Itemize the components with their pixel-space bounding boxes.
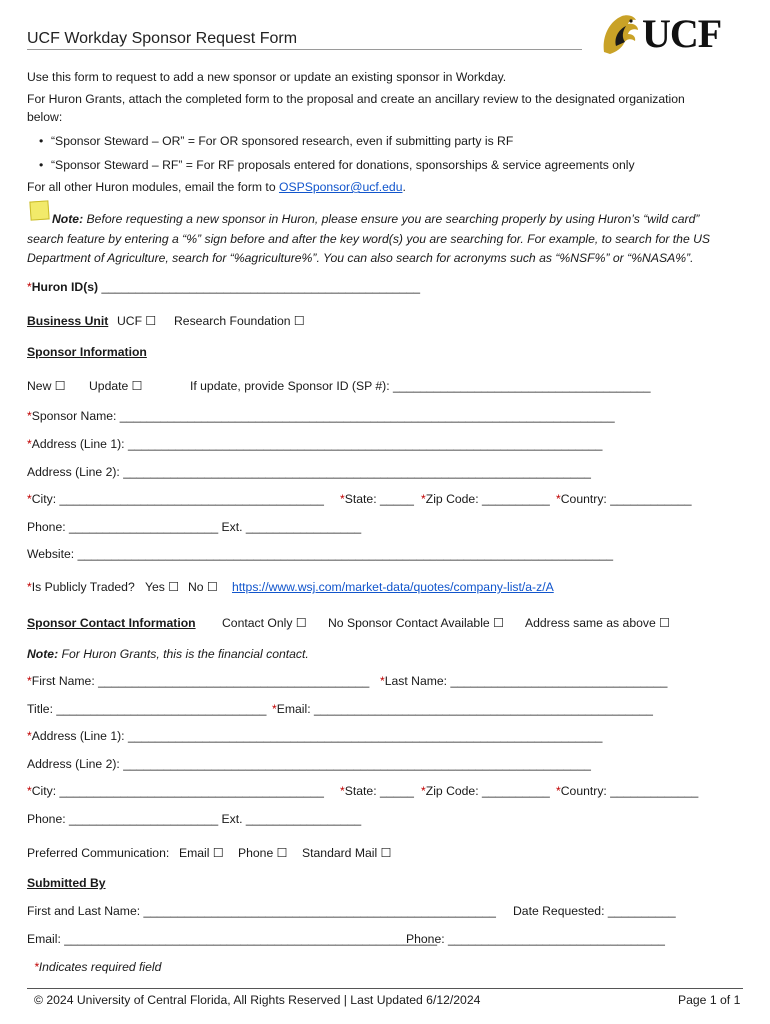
preferred-comm-label: Preferred Communication: [27, 846, 170, 860]
note-line-1: Note: Before requesting a new sponsor in Huron, please ensure you are searching properly by using Huron’s “wild card” [52, 212, 700, 226]
sponsor-address-2-field[interactable]: Address (Line 2): _____________________________________________________________________ [27, 465, 591, 479]
intro-line-3: below: [27, 110, 63, 124]
contact-phone-field[interactable]: Phone: ______________________ Ext. _________________ [27, 812, 362, 826]
submitter-email-field[interactable]: Email: _______________________________________________________ [27, 932, 438, 946]
osp-email-link[interactable]: OSPSponsor@ucf.edu [278, 180, 403, 194]
address-same-checkbox[interactable]: Address same as above ☐ [525, 616, 671, 630]
footer-page-number: Page 1 of 1 [678, 993, 741, 1007]
submitted-by-heading: Submitted By [27, 876, 106, 890]
sticky-note-icon [29, 200, 49, 220]
sponsor-name-field[interactable]: *Sponsor Name: _________________________________________________________________________ [27, 409, 615, 423]
sponsor-state-field[interactable]: *State: _____ [340, 492, 414, 506]
sponsor-phone-field[interactable]: Phone: ______________________ Ext. _________________ [27, 520, 362, 534]
required-field-note: *Indicates required field [34, 960, 162, 974]
contact-info-heading: Sponsor Contact Information [27, 616, 196, 630]
email-instruction: For all other Huron modules, email the form to OSPSponsor@ucf.edu. [27, 180, 406, 194]
contact-state-field[interactable]: *State: _____ [340, 784, 414, 798]
no-contact-checkbox[interactable]: No Sponsor Contact Available ☐ [328, 616, 505, 630]
contact-note: Note: For Huron Grants, this is the financial contact. [27, 647, 309, 661]
sponsor-address-1-field[interactable]: *Address (Line 1): ______________________________________________________________________ [27, 437, 603, 451]
submitter-name-field[interactable]: First and Last Name: ____________________________________________________ [27, 904, 496, 918]
date-requested-field[interactable]: Date Requested: __________ [513, 904, 676, 918]
sponsor-new-checkbox[interactable]: New ☐ [27, 379, 66, 393]
contact-city-field[interactable]: *City: _______________________________________ [27, 784, 324, 798]
contact-address-2-field[interactable]: Address (Line 2): _____________________________________________________________________ [27, 757, 591, 771]
business-unit-rf-checkbox[interactable]: Research Foundation ☐ [174, 314, 305, 328]
footer-copyright: © 2024 University of Central Florida, All Rights Reserved | Last Updated 6/12/2024 [34, 993, 481, 1007]
business-unit-label: Business Unit [27, 314, 109, 328]
note-line-3: Department of Agriculture, search for “%agriculture%”. You can also search for acronyms such as “%NSF%” or “%NASA%”. [27, 251, 694, 265]
business-unit-ucf-checkbox[interactable]: UCF ☐ [117, 314, 157, 328]
submitter-phone-field[interactable]: Phone: ________________________________ [406, 932, 665, 946]
footer-divider [27, 988, 743, 989]
bullet-rf-steward: • “Sponsor Steward – RF” = For RF proposals entered for donations, sponsorships & service agreements only [51, 158, 635, 172]
sponsor-update-checkbox[interactable]: Update ☐ [89, 379, 143, 393]
sponsor-website-field[interactable]: Website: _______________________________________________________________________________ [27, 547, 614, 561]
note-line-2: search feature by entering a “%” sign before and after the key word(s) you are searching for. For example, to search for the US [27, 232, 711, 246]
pref-phone-checkbox[interactable]: Phone ☐ [238, 846, 288, 860]
contact-zip-field[interactable]: *Zip Code: __________ [421, 784, 550, 798]
publicly-traded-no-checkbox[interactable]: No ☐ [188, 580, 218, 594]
contact-address-1-field[interactable]: *Address (Line 1): ______________________________________________________________________ [27, 729, 603, 743]
contact-email-field[interactable]: *Email: __________________________________________________ [272, 702, 653, 716]
contact-last-name-field[interactable]: *Last Name: ________________________________ [380, 674, 668, 688]
bullet-or-steward: • “Sponsor Steward – OR” = For OR sponsored research, even if submitting party is RF [51, 134, 513, 148]
sponsor-zip-field[interactable]: *Zip Code: __________ [421, 492, 550, 506]
contact-first-name-field[interactable]: *First Name: ________________________________________ [27, 674, 370, 688]
logo-wordmark: UCF [642, 11, 722, 56]
publicly-traded-yes-checkbox[interactable]: Yes ☐ [145, 580, 180, 594]
contact-country-field[interactable]: *Country: _____________ [556, 784, 699, 798]
sponsor-info-heading: Sponsor Information [27, 345, 147, 359]
publicly-traded-label: *Is Publicly Traded? [27, 580, 135, 594]
sponsor-city-field[interactable]: *City: _______________________________________ [27, 492, 324, 506]
huron-id-field[interactable]: *Huron ID(s) _______________________________________________ [27, 280, 421, 294]
pref-email-checkbox[interactable]: Email ☐ [179, 846, 224, 860]
sponsor-country-field[interactable]: *Country: ____________ [556, 492, 692, 506]
contact-only-checkbox[interactable]: Contact Only ☐ [222, 616, 307, 630]
intro-line-1: Use this form to request to add a new sponsor or update an existing sponsor in Workday. [27, 70, 507, 84]
title-divider [27, 49, 582, 50]
wsj-company-list-link[interactable]: https://www.wsj.com/market-data/quotes/company-list/a-z/A [232, 580, 554, 594]
pref-mail-checkbox[interactable]: Standard Mail ☐ [302, 846, 392, 860]
form-title: UCF Workday Sponsor Request Form [27, 30, 298, 47]
intro-line-2: For Huron Grants, attach the completed form to the proposal and create an ancillary review to the designated organization [27, 92, 685, 106]
contact-title-field[interactable]: Title: _______________________________ [27, 702, 267, 716]
ucf-logo [598, 8, 738, 58]
sponsor-id-field[interactable]: If update, provide Sponsor ID (SP #): ______________________________________ [190, 379, 651, 393]
